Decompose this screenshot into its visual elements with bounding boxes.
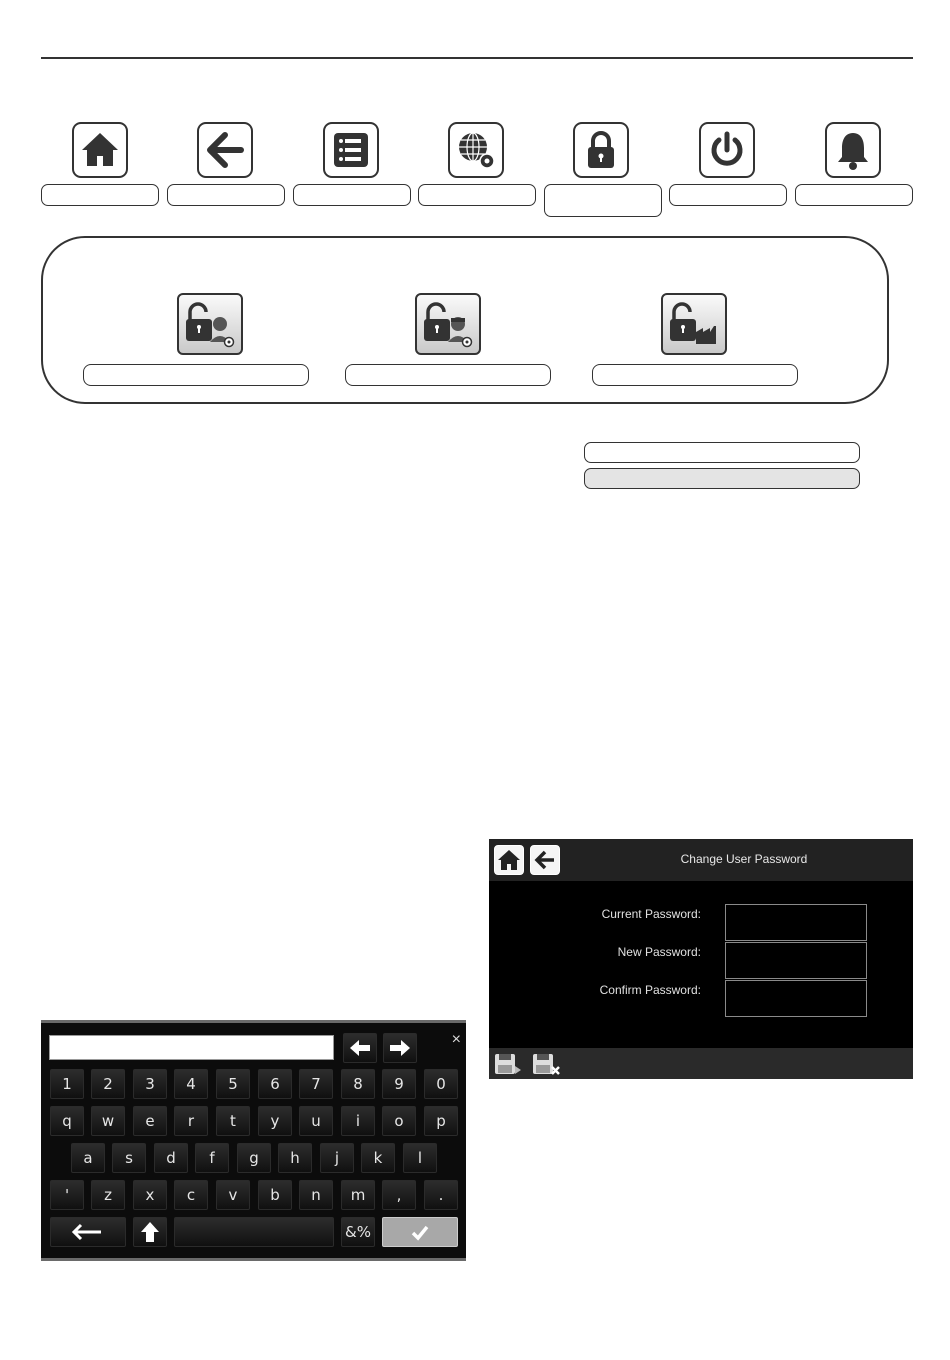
key[interactable]: u (299, 1106, 333, 1136)
option-field-2[interactable] (584, 468, 860, 489)
menu-button[interactable] (323, 122, 379, 178)
shift-icon (140, 1221, 160, 1243)
discard-disk-icon (531, 1052, 561, 1076)
cursor-right-key[interactable] (383, 1033, 417, 1063)
new-password-label: New Password: (617, 945, 701, 959)
arrow-right-icon (388, 1038, 412, 1058)
key[interactable]: p (424, 1106, 458, 1136)
factory-password-button[interactable] (661, 293, 727, 355)
menu-label (293, 184, 411, 206)
key[interactable]: c (174, 1180, 208, 1210)
key[interactable]: 7 (299, 1069, 333, 1099)
power-button[interactable] (699, 122, 755, 178)
keyboard-close-button[interactable]: × (451, 1031, 461, 1048)
back-label (167, 184, 285, 206)
key[interactable]: 2 (91, 1069, 125, 1099)
key[interactable]: ' (50, 1180, 84, 1210)
key[interactable]: b (258, 1180, 292, 1210)
key[interactable]: 8 (341, 1069, 375, 1099)
screen-title: Change User Password (680, 852, 808, 866)
key[interactable]: h (278, 1143, 312, 1173)
alarm-label (795, 184, 913, 206)
arrow-left-icon (348, 1038, 372, 1058)
header-rule (41, 57, 913, 59)
lock-button[interactable] (573, 122, 629, 178)
key[interactable]: l (403, 1143, 437, 1173)
key[interactable]: e (133, 1106, 167, 1136)
key[interactable]: w (91, 1106, 125, 1136)
lock-label (544, 184, 662, 217)
checkmark-icon (410, 1223, 430, 1243)
menu-list-icon (329, 128, 373, 172)
on-screen-keyboard (41, 1020, 466, 1261)
admin-password-label (345, 364, 551, 386)
back-arrow-icon (533, 848, 557, 872)
symbols-key[interactable]: &% (341, 1217, 375, 1247)
key[interactable]: 3 (133, 1069, 167, 1099)
backspace-arrow-icon (71, 1222, 105, 1242)
back-button[interactable] (197, 122, 253, 178)
confirm-password-label: Confirm Password: (599, 983, 701, 997)
space-key[interactable] (174, 1217, 334, 1247)
home-button[interactable] (494, 845, 524, 875)
key[interactable]: 6 (258, 1069, 292, 1099)
unlock-factory-icon (666, 298, 722, 350)
backspace-key[interactable] (50, 1217, 126, 1247)
home-icon (497, 848, 521, 872)
lock-icon (579, 128, 623, 172)
key[interactable]: o (382, 1106, 416, 1136)
network-label (418, 184, 536, 206)
key[interactable]: s (112, 1143, 146, 1173)
key[interactable]: 4 (174, 1069, 208, 1099)
change-password-screen (489, 839, 913, 1079)
key[interactable]: x (133, 1180, 167, 1210)
alarm-button[interactable] (825, 122, 881, 178)
confirm-password-field[interactable] (725, 980, 867, 1017)
user-password-button[interactable] (177, 293, 243, 355)
back-button[interactable] (530, 845, 560, 875)
current-password-field[interactable] (725, 904, 867, 941)
network-settings-button[interactable] (448, 122, 504, 178)
power-icon (705, 128, 749, 172)
screen-header (489, 839, 913, 881)
key[interactable]: f (195, 1143, 229, 1173)
enter-key[interactable] (382, 1217, 458, 1247)
key[interactable]: n (299, 1180, 333, 1210)
cursor-left-key[interactable] (343, 1033, 377, 1063)
home-icon (78, 128, 122, 172)
key[interactable]: t (216, 1106, 250, 1136)
key[interactable]: a (71, 1143, 105, 1173)
save-disk-icon (493, 1052, 523, 1076)
key[interactable]: d (154, 1143, 188, 1173)
home-label (41, 184, 159, 206)
shift-key[interactable] (133, 1217, 167, 1247)
key[interactable]: y (258, 1106, 292, 1136)
key[interactable]: z (91, 1180, 125, 1210)
key[interactable]: v (216, 1180, 250, 1210)
key[interactable]: 0 (424, 1069, 458, 1099)
key[interactable]: m (341, 1180, 375, 1210)
key[interactable]: 5 (216, 1069, 250, 1099)
bell-icon (831, 128, 875, 172)
key[interactable]: q (50, 1106, 84, 1136)
save-button[interactable] (493, 1052, 523, 1076)
key[interactable]: i (341, 1106, 375, 1136)
back-arrow-icon (203, 128, 247, 172)
key[interactable]: k (361, 1143, 395, 1173)
new-password-field[interactable] (725, 942, 867, 979)
power-label (669, 184, 787, 206)
key[interactable]: r (174, 1106, 208, 1136)
key[interactable]: j (320, 1143, 354, 1173)
user-password-label (83, 364, 309, 386)
screen-footer (489, 1048, 913, 1079)
key[interactable]: 9 (382, 1069, 416, 1099)
globe-gear-icon (454, 128, 498, 172)
cancel-button[interactable] (531, 1052, 561, 1076)
key[interactable]: , (382, 1180, 416, 1210)
option-field-1[interactable] (584, 442, 860, 463)
key[interactable]: 1 (50, 1069, 84, 1099)
key[interactable]: . (424, 1180, 458, 1210)
home-button[interactable] (72, 122, 128, 178)
admin-password-button[interactable] (415, 293, 481, 355)
current-password-label: Current Password: (601, 907, 701, 921)
unlock-admin-settings-icon (420, 298, 476, 350)
key[interactable]: g (237, 1143, 271, 1173)
keyboard-input[interactable] (49, 1035, 334, 1060)
unlock-user-settings-icon (182, 298, 238, 350)
factory-password-label (592, 364, 798, 386)
